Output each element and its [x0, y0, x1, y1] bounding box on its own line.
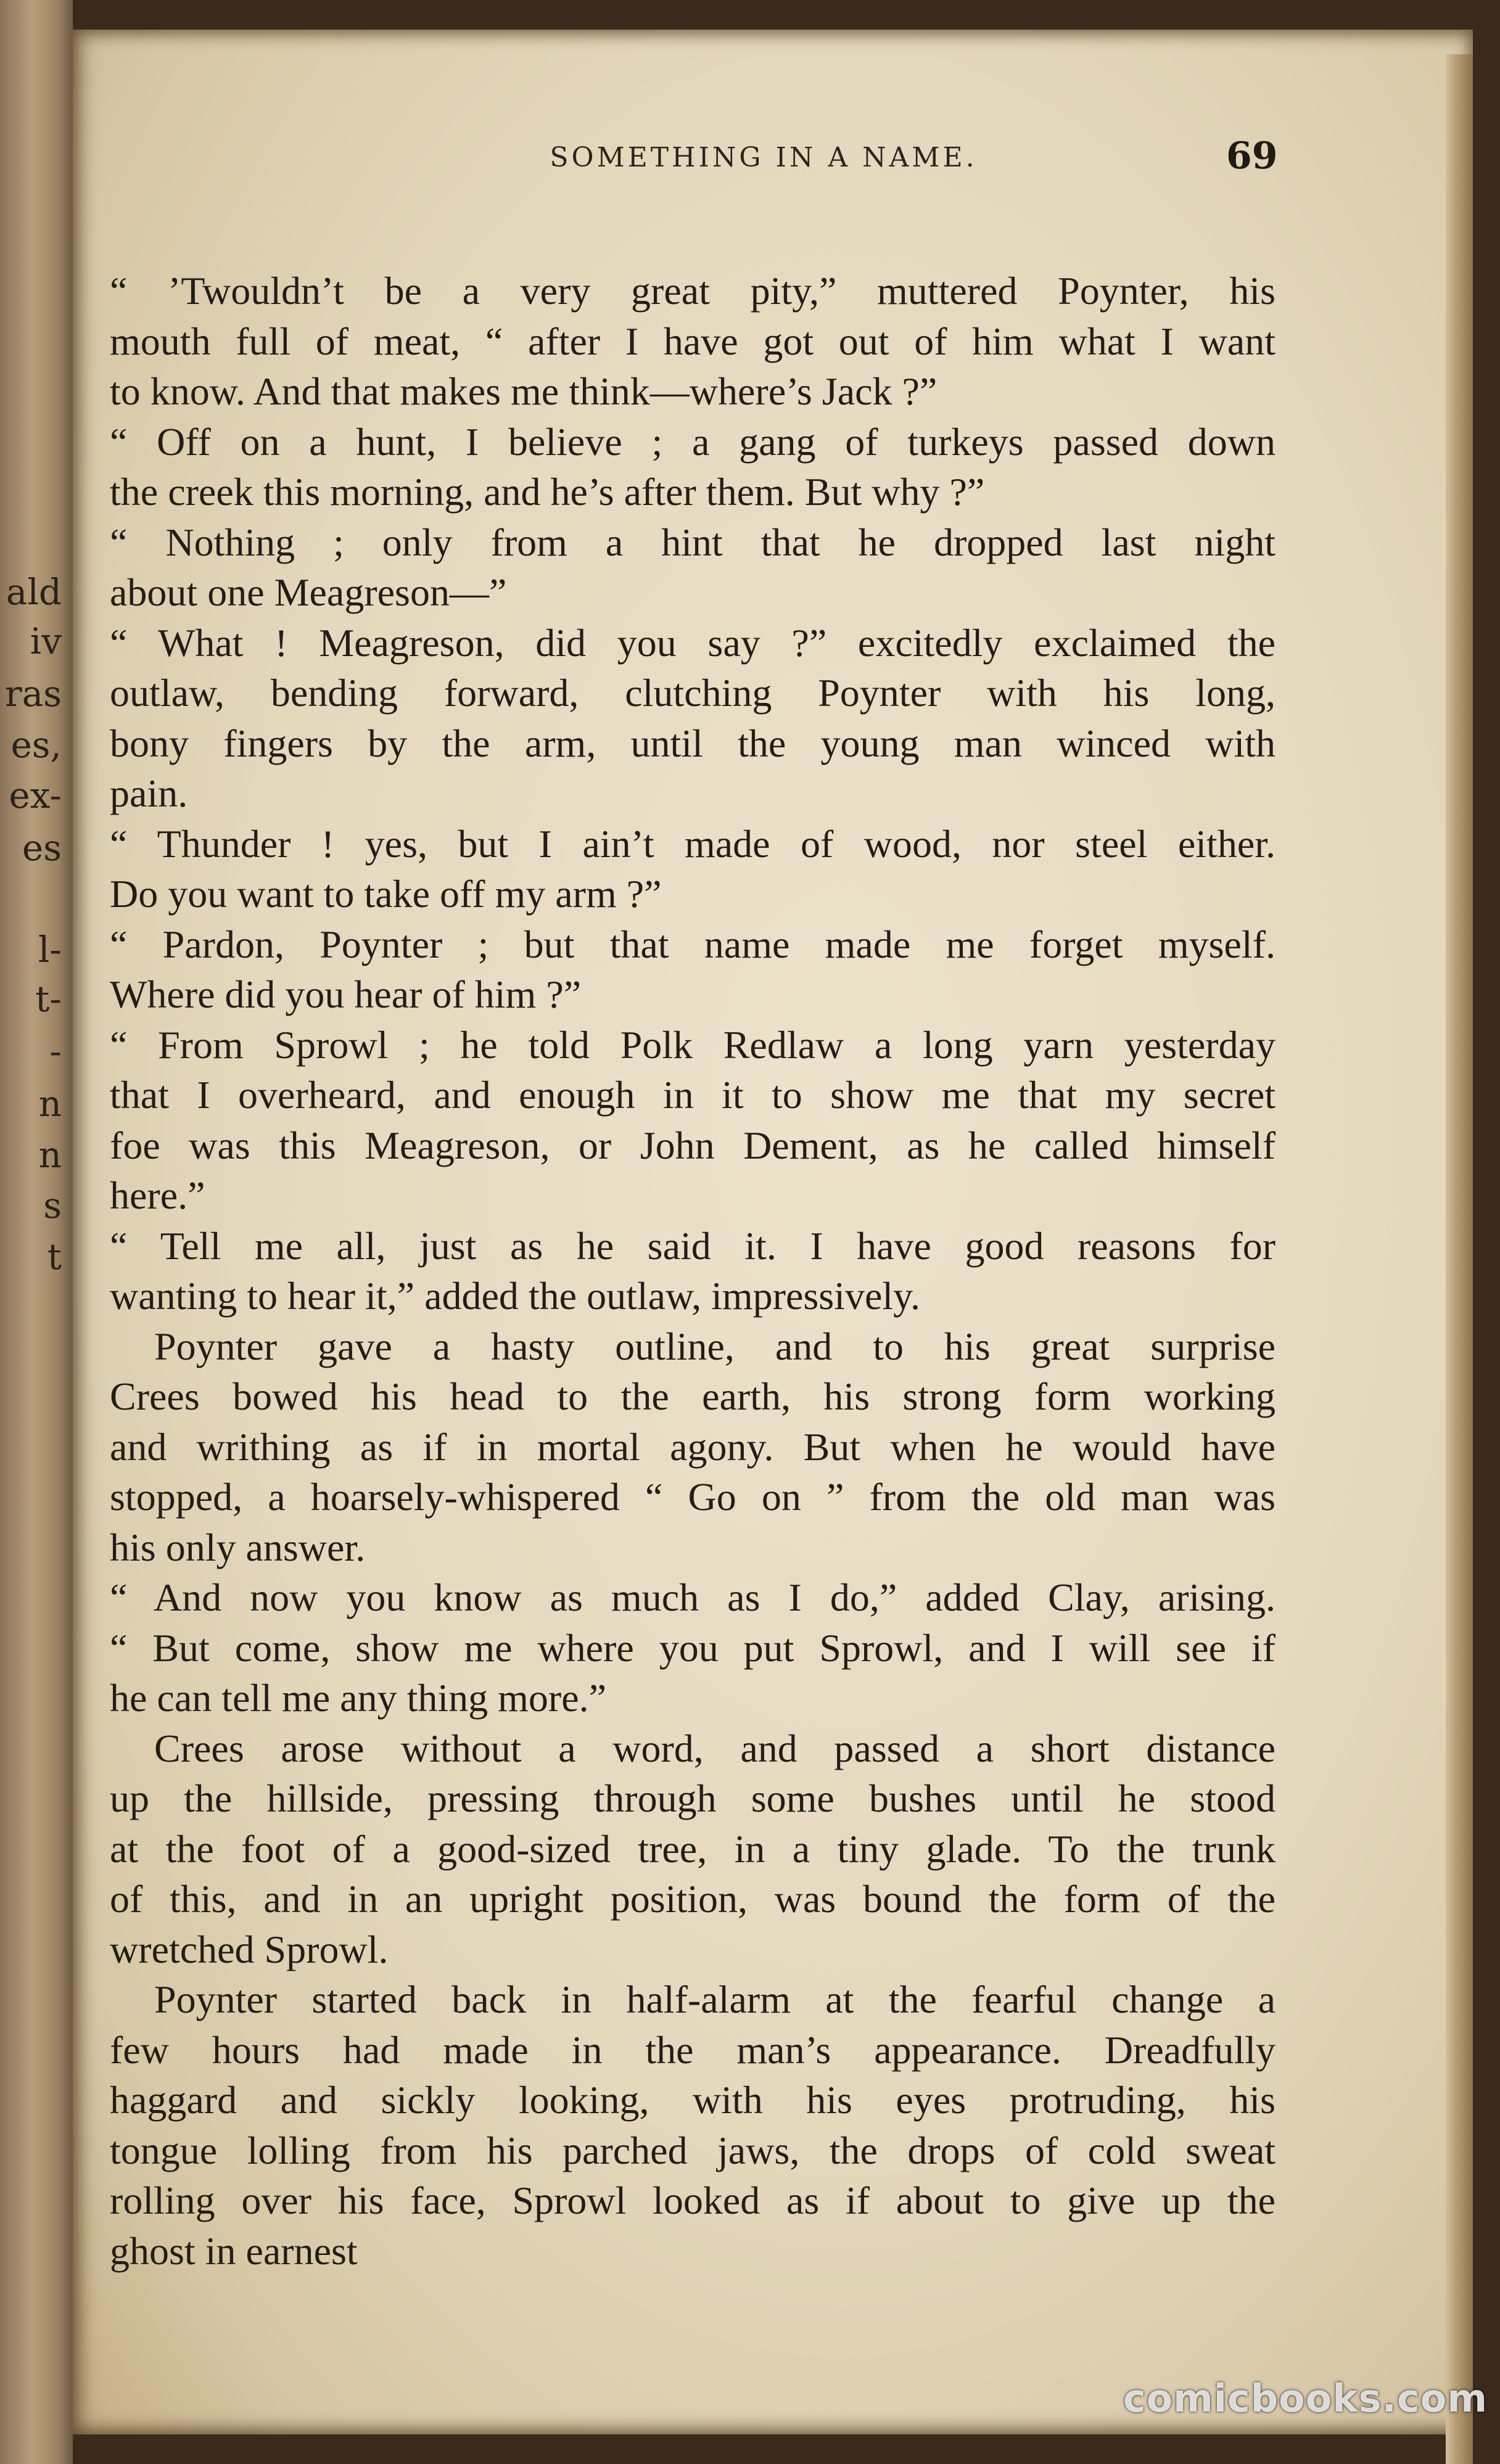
text-line: “ Tell me all, just as he said it. I have good reasons for: [110, 1223, 1275, 1268]
left-page-fragment: es,: [10, 724, 62, 766]
page-number: 69: [1226, 134, 1278, 178]
left-page-fragment: n: [38, 1083, 62, 1125]
text-line: he can tell me any thing more.”: [110, 1676, 607, 1720]
text-line: “ ’Twouldn’t be a very great pity,” muttered Poynter, his: [110, 269, 1275, 313]
text-line: “ What ! Meagreson, did you say ?” excitedly exclaimed the: [110, 620, 1275, 665]
text-line: wanting to hear it,” added the outlaw, impressively.: [110, 1274, 920, 1318]
left-page-fragment: l-: [38, 929, 62, 971]
text-line: Crees bowed his head to the earth, his strong form working: [110, 1374, 1275, 1418]
text-line: Poynter started back in half-alarm at the fearful change a: [154, 1977, 1275, 2021]
left-page-fragment: ras: [4, 673, 62, 715]
text-line: Poynter gave a hasty outline, and to his great surprise: [154, 1324, 1275, 1368]
text-line: mouth full of meat, “ after I have got out of him what I want: [110, 319, 1275, 363]
left-page-fragment: es: [22, 827, 62, 869]
text-line: at the foot of a good-sized tree, in a tiny glade. To the trunk: [110, 1826, 1275, 1871]
text-line: Where did you hear of him ?”: [110, 972, 582, 1016]
watermark: comicbooks.com: [1123, 2376, 1488, 2421]
text-line: “ Nothing ; only from a hint that he dropped last night: [110, 520, 1275, 564]
text-line: of this, and in an upright position, was bound the form of the: [110, 1877, 1275, 1921]
running-head: SOMETHING IN A NAME.: [550, 142, 978, 173]
text-line: rolling over his face, Sprowl looked as if about to give up the: [110, 2179, 1275, 2222]
left-page-fragment: ex-: [9, 774, 62, 816]
text-line: ghost in earnest: [110, 2228, 358, 2273]
text-line: bony fingers by the arm, until the young man winced with: [110, 721, 1275, 765]
left-page-edge: [0, 0, 73, 2464]
left-page-fragment: ald: [6, 571, 62, 613]
text-line: “ And now you know as much as I do,” added Clay, arising.: [110, 1575, 1275, 1619]
text-line: “ Pardon, Poynter ; but that name made me forget myself.: [110, 922, 1275, 966]
text-line: wretched Sprowl.: [110, 1927, 389, 1971]
text-line: that I overheard, and enough in it to show me that my secret: [110, 1073, 1275, 1117]
text-line: “ Thunder ! yes, but I ain’t made of wood, nor steel either.: [110, 821, 1275, 866]
text-line: “ Off on a hunt, I believe ; a gang of turkeys passed down: [110, 419, 1275, 464]
text-line: “ But come, show me where you put Sprowl, and I will see if: [110, 1625, 1275, 1670]
text-line: and writhing as if in mortal agony. But when he would have: [110, 1424, 1275, 1469]
text-line: Crees arose without a word, and passed a short distance: [154, 1726, 1275, 1770]
text-line: about one Meagreson—”: [110, 570, 507, 614]
page-edge: [1446, 54, 1473, 2464]
text-line: here.”: [110, 1173, 205, 1217]
text-line: few hours had made in the man’s appearance. Dreadfully: [110, 2027, 1275, 2072]
left-page-fragment: t: [47, 1236, 62, 1278]
left-page-fragment: s: [43, 1185, 62, 1226]
text-line: “ From Sprowl ; he told Polk Redlaw a long yarn yesterday: [110, 1022, 1275, 1067]
left-page-fragment: n: [38, 1134, 62, 1176]
page-body: [110, 266, 1275, 2276]
text-line: his only answer.: [110, 1525, 366, 1569]
text-line: the creek this morning, and he’s after them. But why ?”: [110, 470, 985, 514]
text-line: foe was this Meagreson, or John Dement, as he called himself: [110, 1123, 1275, 1167]
text-line: outlaw, bending forward, clutching Poynter with his long,: [110, 671, 1275, 715]
text-line: stopped, a hoarsely-whispered “ Go on ” from the old man was: [110, 1475, 1275, 1519]
left-page-fragment: t-: [35, 978, 62, 1020]
text-line: to know. And that makes me think—where’s Jack ?”: [110, 369, 938, 413]
book-page: [73, 30, 1473, 2434]
text-line: haggard and sickly looking, with his eyes protruding, his: [110, 2078, 1275, 2122]
text-line: up the hillside, pressing through some bushes until he stood: [110, 1776, 1275, 1820]
text-line: tongue lolling from his parched jaws, the drops of cold sweat: [110, 2128, 1275, 2172]
text-line: Do you want to take off my arm ?”: [110, 872, 662, 916]
left-page-fragment: -: [49, 1030, 62, 1072]
left-page-fragment: iv: [30, 620, 62, 662]
text-line: pain.: [110, 771, 188, 815]
